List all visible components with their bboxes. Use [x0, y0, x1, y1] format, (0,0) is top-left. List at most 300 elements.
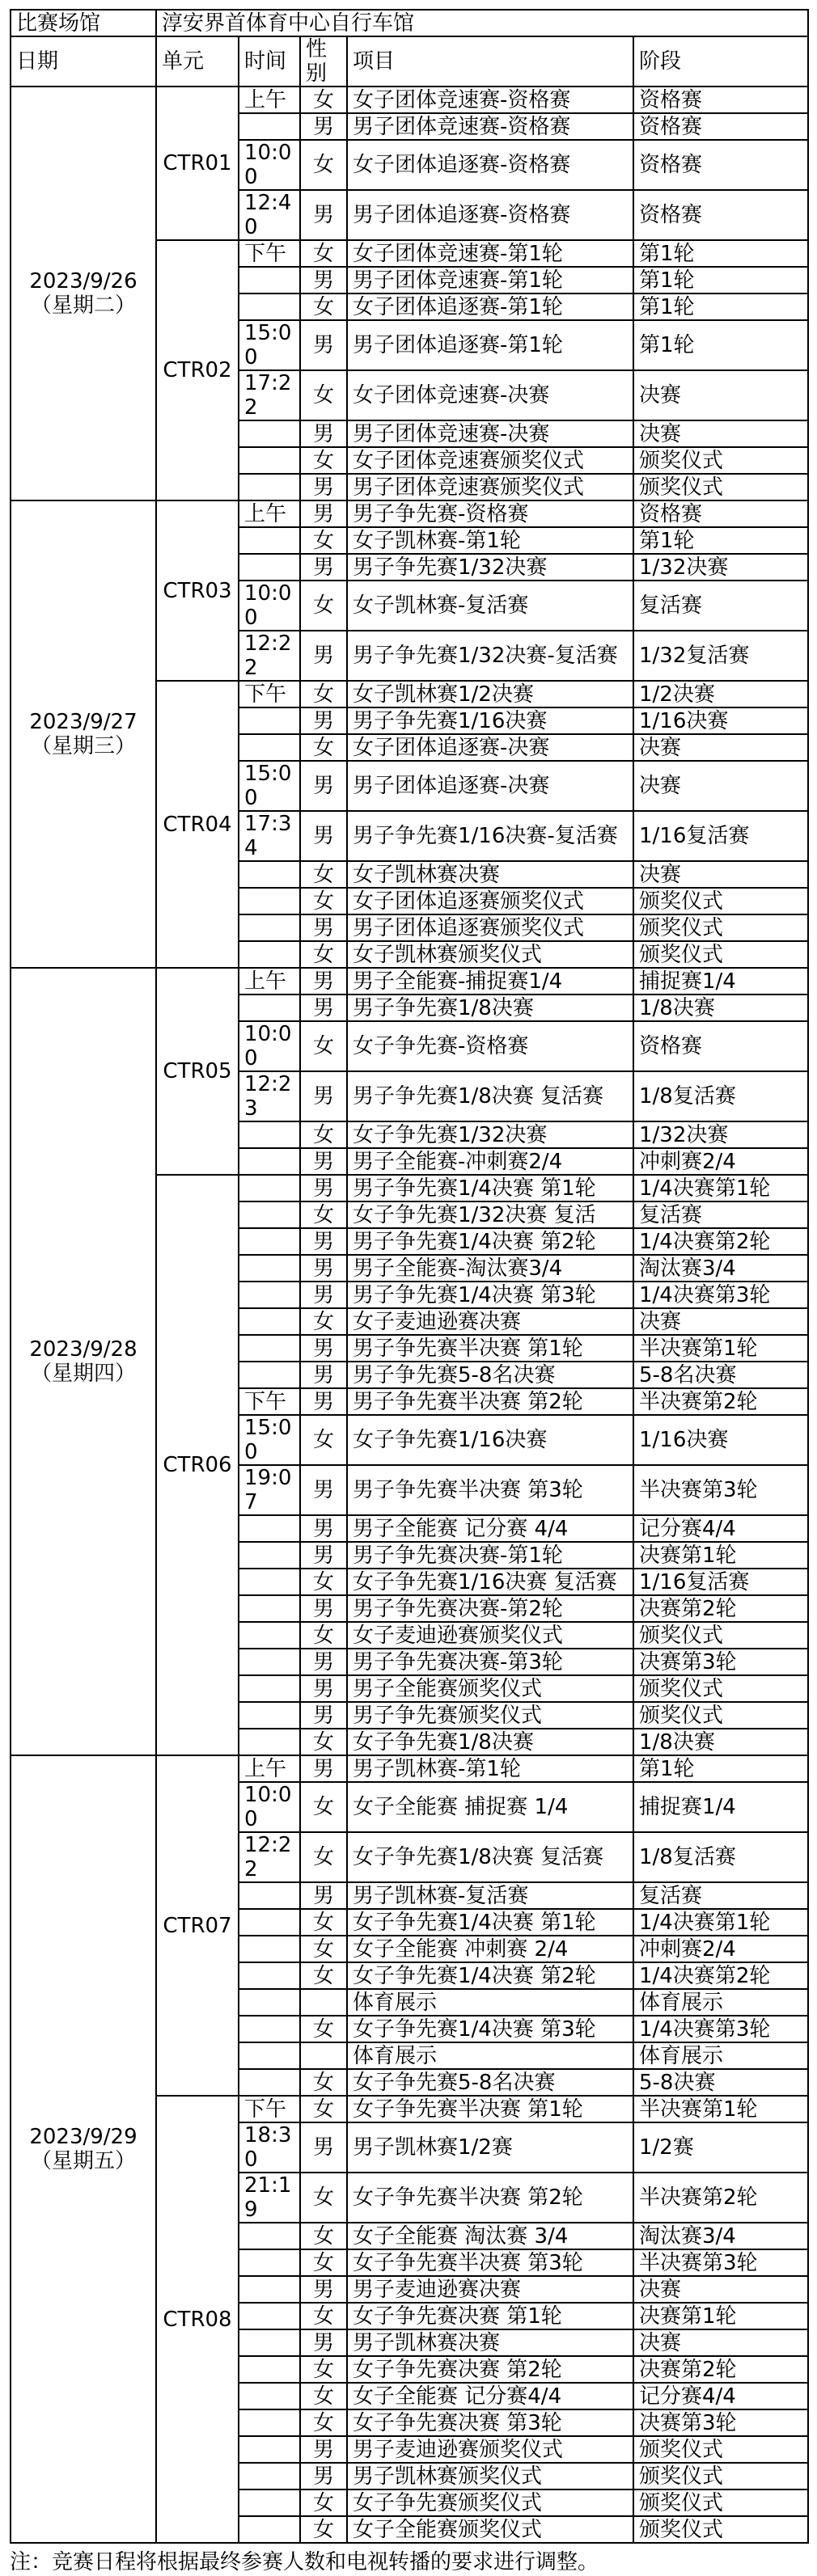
event-cell: 男子麦迪逊赛决赛 — [347, 2276, 633, 2303]
stage-cell: 1/4决赛第2轮 — [633, 1962, 808, 1989]
gender-cell: 男 — [300, 2436, 347, 2463]
time-cell: 17:34 — [239, 811, 300, 861]
time-cell — [239, 1335, 300, 1362]
time-cell — [239, 1175, 300, 1201]
stage-cell: 1/8复活赛 — [633, 1071, 808, 1121]
stage-cell: 颁奖仪式 — [633, 2489, 808, 2516]
stage-cell: 半决赛第2轮 — [633, 1388, 808, 1415]
event-cell: 女子争先赛1/8决赛 — [347, 1729, 633, 1755]
date-text: 2023/9/28 — [29, 1337, 138, 1362]
gender-cell — [300, 2042, 347, 2069]
event-cell: 男子争先赛1/4决赛 第1轮 — [347, 1175, 633, 1201]
stage-cell: 资格赛 — [633, 500, 808, 527]
event-cell: 女子团体追逐赛-决赛 — [347, 734, 633, 761]
time-cell — [239, 888, 300, 914]
event-cell: 女子麦迪逊赛颁奖仪式 — [347, 1622, 633, 1649]
stage-cell: 复活赛 — [633, 581, 808, 631]
stage-cell: 决赛 — [633, 370, 808, 420]
time-cell — [239, 2409, 300, 2436]
date-cell — [11, 968, 156, 1755]
event-cell: 男子全能赛-冲刺赛2/4 — [347, 1148, 633, 1175]
stage-cell: 第1轮 — [633, 1755, 808, 1782]
time-cell: 15:00 — [239, 761, 300, 811]
stage-cell: 颁奖仪式 — [633, 2463, 808, 2489]
gender-cell: 男 — [300, 113, 347, 140]
time-cell: 15:00 — [239, 320, 300, 370]
stage-cell: 决赛 — [633, 420, 808, 447]
gender-cell: 女 — [300, 1308, 347, 1335]
time-cell — [239, 861, 300, 888]
gender-cell: 女 — [300, 1832, 347, 1882]
event-cell: 男子争先赛1/4决赛 第2轮 — [347, 1228, 633, 1255]
time-cell — [239, 1936, 300, 1962]
gender-cell: 女 — [300, 2516, 347, 2543]
stage-cell: 1/4决赛第3轮 — [633, 2016, 808, 2042]
stage-cell: 1/16决赛 — [633, 707, 808, 734]
gender-cell: 女 — [300, 941, 347, 968]
time-cell — [239, 1962, 300, 1989]
time-cell — [239, 2303, 300, 2329]
gender-cell: 女 — [300, 1569, 347, 1595]
stage-cell: 决赛 — [633, 1308, 808, 1335]
stage-cell: 半决赛第3轮 — [633, 2249, 808, 2276]
gender-cell: 女 — [300, 140, 347, 190]
time-cell — [239, 941, 300, 968]
time-cell — [239, 2383, 300, 2409]
stage-cell: 半决赛第2轮 — [633, 2173, 808, 2223]
time-cell — [239, 1308, 300, 1335]
gender-cell: 女 — [300, 240, 347, 267]
stage-cell: 决赛第1轮 — [633, 1542, 808, 1569]
time-cell — [239, 1148, 300, 1175]
event-cell: 男子争先赛1/16决赛-复活赛 — [347, 811, 633, 861]
stage-cell: 1/2决赛 — [633, 681, 808, 707]
stage-cell: 决赛第3轮 — [633, 2409, 808, 2436]
event-cell: 男子争先赛1/32决赛-复活赛 — [347, 631, 633, 681]
stage-cell: 颁奖仪式 — [633, 1675, 808, 1702]
stage-cell: 复活赛 — [633, 1201, 808, 1228]
event-cell: 女子团体追逐赛颁奖仪式 — [347, 888, 633, 914]
event-cell: 女子全能赛 淘汰赛 3/4 — [347, 2223, 633, 2249]
event-cell: 男子争先赛1/8决赛 — [347, 995, 633, 1021]
event-cell: 女子全能赛颁奖仪式 — [347, 2516, 633, 2543]
time-cell — [239, 1569, 300, 1595]
stage-cell: 决赛 — [633, 2329, 808, 2356]
stage-cell: 资格赛 — [633, 113, 808, 140]
gender-cell: 男 — [300, 420, 347, 447]
stage-cell: 捕捉赛1/4 — [633, 1782, 808, 1832]
date-cell — [11, 500, 156, 968]
event-cell: 男子团体竞速赛-资格赛 — [347, 113, 633, 140]
gender-cell: 男 — [300, 707, 347, 734]
date-cell — [11, 87, 156, 500]
column-header-row — [11, 36, 808, 87]
gender-cell: 男 — [300, 1882, 347, 1909]
gender-cell: 女 — [300, 2356, 347, 2383]
unit-cell: CTR03 — [156, 500, 239, 681]
gender-cell: 男 — [300, 1542, 347, 1569]
event-cell: 女子凯林赛决赛 — [347, 861, 633, 888]
stage-cell: 1/32决赛 — [633, 1121, 808, 1148]
stage-cell: 决赛 — [633, 861, 808, 888]
time-cell: 12:22 — [239, 631, 300, 681]
weekday-text: （星期五） — [30, 2149, 136, 2173]
schedule-note: 注：竞赛日程将根据最终参赛人数和电视转播的要求进行调整。 — [10, 2550, 599, 2574]
stage-cell: 颁奖仪式 — [633, 447, 808, 474]
time-cell — [239, 1121, 300, 1148]
event-cell: 女子争先赛决赛 第3轮 — [347, 2409, 633, 2436]
gender-cell: 女 — [300, 87, 347, 113]
time-cell: 10:00 — [239, 1021, 300, 1071]
gender-cell: 女 — [300, 1909, 347, 1936]
unit-cell: CTR08 — [156, 2096, 239, 2543]
stage-cell: 半决赛第1轮 — [633, 1335, 808, 1362]
event-cell: 女子争先赛1/32决赛 复活 — [347, 1201, 633, 1228]
event-cell: 女子争先赛1/4决赛 第3轮 — [347, 2016, 633, 2042]
time-cell — [239, 734, 300, 761]
gender-cell: 男 — [300, 2276, 347, 2303]
weekday-text: （星期四） — [30, 1362, 136, 1386]
stage-cell: 颁奖仪式 — [633, 2436, 808, 2463]
event-cell: 体育展示 — [347, 2042, 633, 2069]
gender-cell: 男 — [300, 761, 347, 811]
time-cell — [239, 1729, 300, 1755]
gender-cell: 女 — [300, 1782, 347, 1832]
time-cell — [239, 1362, 300, 1388]
gender-cell: 女 — [300, 2249, 347, 2276]
event-cell: 女子团体竞速赛-第1轮 — [347, 240, 633, 267]
gender-cell: 男 — [300, 2329, 347, 2356]
gender-cell: 男 — [300, 1148, 347, 1175]
unit-cell: CTR04 — [156, 681, 239, 968]
time-cell — [239, 995, 300, 1021]
gender-cell: 男 — [300, 1595, 347, 1622]
gender-cell: 男 — [300, 1515, 347, 1542]
schedule-row — [11, 1755, 808, 1782]
event-cell: 女子争先赛决赛 第2轮 — [347, 2356, 633, 2383]
event-cell: 男子团体竞速赛-第1轮 — [347, 267, 633, 293]
stage-cell: 第1轮 — [633, 527, 808, 554]
time-cell — [239, 1882, 300, 1909]
stage-cell: 1/4决赛第3轮 — [633, 1282, 808, 1308]
stage-cell: 资格赛 — [633, 140, 808, 190]
gender-cell: 女 — [300, 2173, 347, 2223]
stage-cell: 颁奖仪式 — [633, 2516, 808, 2543]
event-cell: 女子团体竞速赛-决赛 — [347, 370, 633, 420]
time-cell — [239, 1595, 300, 1622]
event-cell: 女子争先赛半决赛 第1轮 — [347, 2096, 633, 2122]
event-cell: 男子团体追逐赛颁奖仪式 — [347, 914, 633, 941]
time-cell — [239, 1201, 300, 1228]
gender-cell: 男 — [300, 811, 347, 861]
event-cell: 女子争先赛半决赛 第2轮 — [347, 2173, 633, 2223]
stage-cell: 复活赛 — [633, 1882, 808, 1909]
header-unit: 单元 — [156, 36, 239, 87]
event-cell: 女子凯林赛-复活赛 — [347, 581, 633, 631]
time-cell — [239, 554, 300, 581]
time-cell: 上午 — [239, 87, 300, 113]
event-cell: 男子全能赛 记分赛 4/4 — [347, 1515, 633, 1542]
gender-cell: 女 — [300, 2383, 347, 2409]
time-cell — [239, 1542, 300, 1569]
venue-label: 比赛场馆 — [11, 10, 156, 36]
time-cell: 10:00 — [239, 140, 300, 190]
gender-cell: 男 — [300, 267, 347, 293]
venue-name: 淳安界首体育中心自行车馆 — [156, 10, 808, 36]
time-cell: 19:07 — [239, 1465, 300, 1515]
schedule-table — [10, 9, 809, 2544]
stage-cell: 颁奖仪式 — [633, 1622, 808, 1649]
event-cell: 女子团体追逐赛-资格赛 — [347, 140, 633, 190]
gender-cell: 男 — [300, 1282, 347, 1308]
stage-cell: 决赛第1轮 — [633, 2303, 808, 2329]
gender-cell: 男 — [300, 1675, 347, 1702]
gender-cell: 男 — [300, 1388, 347, 1415]
time-cell: 上午 — [239, 500, 300, 527]
stage-cell: 1/32复活赛 — [633, 631, 808, 681]
gender-cell: 男 — [300, 1071, 347, 1121]
unit-cell: CTR07 — [156, 1755, 239, 2096]
time-cell: 10:00 — [239, 581, 300, 631]
stage-cell: 1/8决赛 — [633, 1729, 808, 1755]
event-cell: 男子争先赛颁奖仪式 — [347, 1702, 633, 1729]
time-cell — [239, 2249, 300, 2276]
gender-cell: 男 — [300, 1255, 347, 1282]
gender-cell: 男 — [300, 631, 347, 681]
gender-cell: 女 — [300, 527, 347, 554]
event-cell: 男子争先赛半决赛 第1轮 — [347, 1335, 633, 1362]
time-cell: 下午 — [239, 2096, 300, 2122]
event-cell: 男子团体追逐赛-决赛 — [347, 761, 633, 811]
event-cell: 女子争先赛1/4决赛 第2轮 — [347, 1962, 633, 1989]
stage-cell: 资格赛 — [633, 190, 808, 240]
stage-cell: 1/32决赛 — [633, 554, 808, 581]
time-cell — [239, 1255, 300, 1282]
time-cell — [239, 1702, 300, 1729]
stage-cell: 1/8决赛 — [633, 995, 808, 1021]
event-cell: 男子争先赛决赛-第3轮 — [347, 1649, 633, 1675]
gender-cell: 男 — [300, 1228, 347, 1255]
time-cell — [239, 2463, 300, 2489]
schedule-row — [11, 500, 808, 527]
gender-cell: 女 — [300, 888, 347, 914]
gender-cell: 男 — [300, 968, 347, 995]
time-cell — [239, 1989, 300, 2016]
event-cell: 女子争先赛-资格赛 — [347, 1021, 633, 1071]
time-cell — [239, 914, 300, 941]
stage-cell: 颁奖仪式 — [633, 1702, 808, 1729]
time-cell — [239, 2069, 300, 2096]
stage-cell: 颁奖仪式 — [633, 474, 808, 500]
header-event: 项目 — [347, 36, 633, 87]
stage-cell: 淘汰赛3/4 — [633, 2223, 808, 2249]
event-cell: 男子凯林赛-第1轮 — [347, 1755, 633, 1782]
gender-cell: 女 — [300, 2016, 347, 2042]
gender-cell: 男 — [300, 1362, 347, 1388]
time-cell: 上午 — [239, 1755, 300, 1782]
gender-cell: 女 — [300, 370, 347, 420]
time-cell: 12:22 — [239, 1832, 300, 1882]
date-text: 2023/9/29 — [29, 2125, 138, 2149]
gender-cell: 男 — [300, 1465, 347, 1515]
stage-cell: 捕捉赛1/4 — [633, 968, 808, 995]
schedule-row — [11, 87, 808, 113]
event-cell: 男子凯林赛1/2赛 — [347, 2122, 633, 2173]
event-cell: 男子全能赛颁奖仪式 — [347, 1675, 633, 1702]
stage-cell: 决赛第2轮 — [633, 2356, 808, 2383]
gender-cell: 女 — [300, 1201, 347, 1228]
stage-cell: 1/4决赛第1轮 — [633, 1175, 808, 1201]
stage-cell: 第1轮 — [633, 320, 808, 370]
header-stage: 阶段 — [633, 36, 808, 87]
gender-cell — [300, 1989, 347, 2016]
event-cell: 男子争先赛1/16决赛 — [347, 707, 633, 734]
event-cell: 男子全能赛-捕捉赛1/4 — [347, 968, 633, 995]
gender-cell: 女 — [300, 293, 347, 320]
event-cell: 女子争先赛1/32决赛 — [347, 1121, 633, 1148]
stage-cell: 淘汰赛3/4 — [633, 1255, 808, 1282]
time-cell: 下午 — [239, 681, 300, 707]
time-cell: 17:22 — [239, 370, 300, 420]
event-cell: 男子争先赛半决赛 第2轮 — [347, 1388, 633, 1415]
event-cell: 男子团体追逐赛-第1轮 — [347, 320, 633, 370]
event-cell: 女子全能赛 捕捉赛 1/4 — [347, 1782, 633, 1832]
time-cell: 上午 — [239, 968, 300, 995]
gender-cell: 女 — [300, 581, 347, 631]
schedule-row — [11, 968, 808, 995]
gender-cell: 男 — [300, 1335, 347, 1362]
event-cell: 女子争先赛5-8名决赛 — [347, 2069, 633, 2096]
stage-cell: 半决赛第3轮 — [633, 1465, 808, 1515]
gender-cell: 男 — [300, 1702, 347, 1729]
stage-cell: 体育展示 — [633, 1989, 808, 2016]
event-cell: 男子争先赛-资格赛 — [347, 500, 633, 527]
gender-cell: 男 — [300, 554, 347, 581]
event-cell: 女子争先赛1/4决赛 第1轮 — [347, 1909, 633, 1936]
event-cell: 女子团体竞速赛颁奖仪式 — [347, 447, 633, 474]
gender-cell: 女 — [300, 447, 347, 474]
time-cell: 21:19 — [239, 2173, 300, 2223]
time-cell — [239, 447, 300, 474]
unit-cell: CTR01 — [156, 87, 239, 240]
stage-cell: 1/4决赛第2轮 — [633, 1228, 808, 1255]
event-cell: 男子全能赛-淘汰赛3/4 — [347, 1255, 633, 1282]
event-cell: 男子争先赛1/8决赛 复活赛 — [347, 1071, 633, 1121]
stage-cell: 5-8名决赛 — [633, 1362, 808, 1388]
stage-cell: 资格赛 — [633, 87, 808, 113]
gender-cell: 女 — [300, 2069, 347, 2096]
time-cell — [239, 1228, 300, 1255]
event-cell: 女子全能赛 冲刺赛 2/4 — [347, 1936, 633, 1962]
stage-cell: 记分赛4/4 — [633, 1515, 808, 1542]
stage-cell: 冲刺赛2/4 — [633, 1148, 808, 1175]
event-cell: 男子凯林赛颁奖仪式 — [347, 2463, 633, 2489]
stage-cell: 决赛 — [633, 734, 808, 761]
gender-cell: 女 — [300, 2223, 347, 2249]
gender-cell: 女 — [300, 681, 347, 707]
gender-cell: 男 — [300, 1175, 347, 1201]
event-cell: 女子争先赛1/16决赛 复活赛 — [347, 1569, 633, 1595]
stage-cell: 资格赛 — [633, 1021, 808, 1071]
time-cell — [239, 2276, 300, 2303]
gender-cell: 女 — [300, 2489, 347, 2516]
gender-cell: 女 — [300, 2409, 347, 2436]
time-cell: 下午 — [239, 240, 300, 267]
event-cell: 女子争先赛1/8决赛 复活赛 — [347, 1832, 633, 1882]
time-cell — [239, 2223, 300, 2249]
event-cell: 男子争先赛半决赛 第3轮 — [347, 1465, 633, 1515]
event-cell: 女子团体追逐赛-第1轮 — [347, 293, 633, 320]
event-cell: 男子争先赛1/4决赛 第3轮 — [347, 1282, 633, 1308]
time-cell — [239, 527, 300, 554]
time-cell — [239, 2489, 300, 2516]
unit-cell: CTR05 — [156, 968, 239, 1175]
unit-cell: CTR06 — [156, 1175, 239, 1755]
schedule-body — [11, 10, 808, 2543]
time-cell — [239, 2516, 300, 2543]
event-cell: 男子争先赛决赛-第1轮 — [347, 1542, 633, 1569]
time-cell — [239, 2042, 300, 2069]
time-cell — [239, 267, 300, 293]
event-cell: 男子争先赛5-8名决赛 — [347, 1362, 633, 1388]
gender-cell: 女 — [300, 1622, 347, 1649]
stage-cell: 1/16复活赛 — [633, 1569, 808, 1595]
time-cell — [239, 1909, 300, 1936]
time-cell — [239, 293, 300, 320]
event-cell: 男子团体追逐赛-资格赛 — [347, 190, 633, 240]
header-gender: 性别 — [300, 36, 347, 87]
gender-cell: 男 — [300, 474, 347, 500]
gender-cell: 女 — [300, 2303, 347, 2329]
stage-cell: 决赛第2轮 — [633, 1595, 808, 1622]
stage-cell: 体育展示 — [633, 2042, 808, 2069]
stage-cell: 第1轮 — [633, 240, 808, 267]
time-cell — [239, 113, 300, 140]
gender-cell: 女 — [300, 1936, 347, 1962]
time-cell — [239, 2329, 300, 2356]
time-cell — [239, 1622, 300, 1649]
stage-cell: 第1轮 — [633, 293, 808, 320]
event-cell: 女子凯林赛-第1轮 — [347, 527, 633, 554]
stage-cell: 1/16决赛 — [633, 1415, 808, 1465]
time-cell — [239, 1649, 300, 1675]
date-text: 2023/9/27 — [29, 710, 138, 734]
gender-cell: 女 — [300, 1962, 347, 1989]
gender-cell: 男 — [300, 2122, 347, 2173]
gender-cell: 女 — [300, 2096, 347, 2122]
venue-row — [11, 10, 808, 36]
gender-cell: 男 — [300, 1755, 347, 1782]
gender-cell: 男 — [300, 1649, 347, 1675]
time-cell — [239, 2356, 300, 2383]
time-cell — [239, 420, 300, 447]
event-cell: 体育展示 — [347, 1989, 633, 2016]
time-cell: 15:00 — [239, 1415, 300, 1465]
gender-cell: 女 — [300, 734, 347, 761]
time-cell — [239, 1282, 300, 1308]
header-time: 时间 — [239, 36, 300, 87]
weekday-text: （星期二） — [30, 293, 136, 318]
date-text: 2023/9/26 — [29, 269, 138, 293]
stage-cell: 记分赛4/4 — [633, 2383, 808, 2409]
gender-cell: 男 — [300, 995, 347, 1021]
event-cell: 女子团体竞速赛-资格赛 — [347, 87, 633, 113]
event-cell: 女子争先赛1/16决赛 — [347, 1415, 633, 1465]
event-cell: 男子争先赛1/32决赛 — [347, 554, 633, 581]
time-cell: 10:00 — [239, 1782, 300, 1832]
schedule-document — [10, 9, 807, 2576]
stage-cell: 颁奖仪式 — [633, 914, 808, 941]
